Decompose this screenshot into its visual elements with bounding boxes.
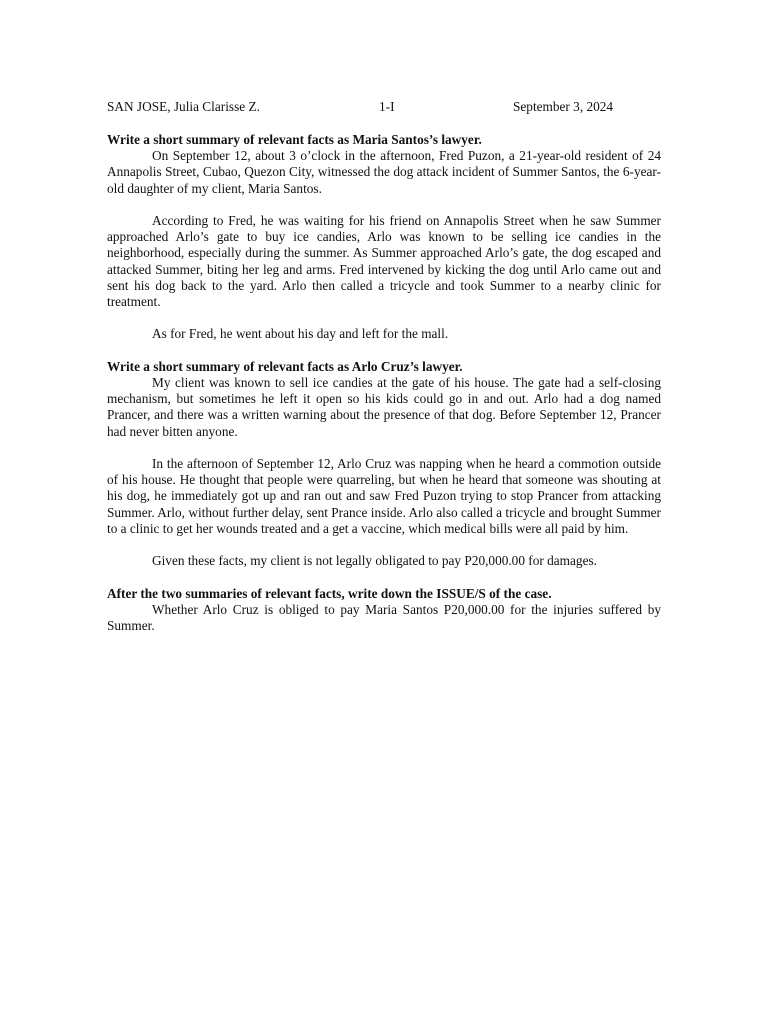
document-body	[107, 132, 661, 634]
paragraph: In the afternoon of September 12, Arlo Cruz was napping when he heard a commotion outside of his house. He thought that people were quarreling, but when he heard that someone was shouting at his dog, he immediately got up and ran out and saw Fred Puzon trying to stop Prancer from attacking Summer. Arlo, without further delay, sent Prance inside. Arlo also called a tricycle and brought Summer to a clinic to get her wounds treated and a get a vaccine, which medical bills were all paid by him.	[107, 456, 661, 536]
student-name: SAN JOSE, Julia Clarisse Z.	[107, 99, 260, 114]
paragraph: On September 12, about 3 o’clock in the afternoon, Fred Puzon, a 21-year-old resident of 24 Annapolis Street, Cubao, Quezon City, witnessed the dog attack incident of Summer Santos, the 6-year-old daughter of my client, Maria Santos.	[107, 148, 661, 196]
question-maria-santos-lawyer: Write a short summary of relevant facts as Maria Santos’s lawyer.	[107, 132, 482, 147]
paragraph: My client was known to sell ice candies at the gate of his house. The gate had a self-closing mechanism, but sometimes he left it open so his kids could go in and out. Arlo had a dog named Prancer, and there was a written warning about the presence of that dog. Before September 12, Prancer had never bitten anyone.	[107, 375, 661, 439]
paragraph: Whether Arlo Cruz is obliged to pay Maria Santos P20,000.00 for the injuries suffered by Summer.	[107, 601, 661, 633]
student-section: 1-I	[379, 99, 395, 114]
paragraph: As for Fred, he went about his day and left for the mall.	[152, 326, 449, 342]
document-date: September 3, 2024	[513, 99, 614, 114]
question-arlo-cruz-lawyer: Write a short summary of relevant facts as Arlo Cruz’s lawyer.	[107, 358, 463, 374]
paragraph: Given these facts, my client is not legally obligated to pay P20,000.00 for damages.	[152, 553, 597, 569]
document-header	[107, 99, 661, 119]
question-issues-of-case: After the two summaries of relevant facts, write down the ISSUE/S of the case.	[107, 585, 552, 601]
paragraph: According to Fred, he was waiting for his friend on Annapolis Street when he saw Summer approached Arlo’s gate to buy ice candies, Arlo was known to be selling ice candies in the neighborhood, especially during the summer. As Summer approached Arlo’s gate, the dog escaped and attacked Summer, biting her leg and arms. Fred intervened by kicking the dog until Arlo came out and sent his dog back to the yard. Arlo then called a tricycle and took Summer to a nearby clinic for treatment.	[107, 213, 661, 310]
